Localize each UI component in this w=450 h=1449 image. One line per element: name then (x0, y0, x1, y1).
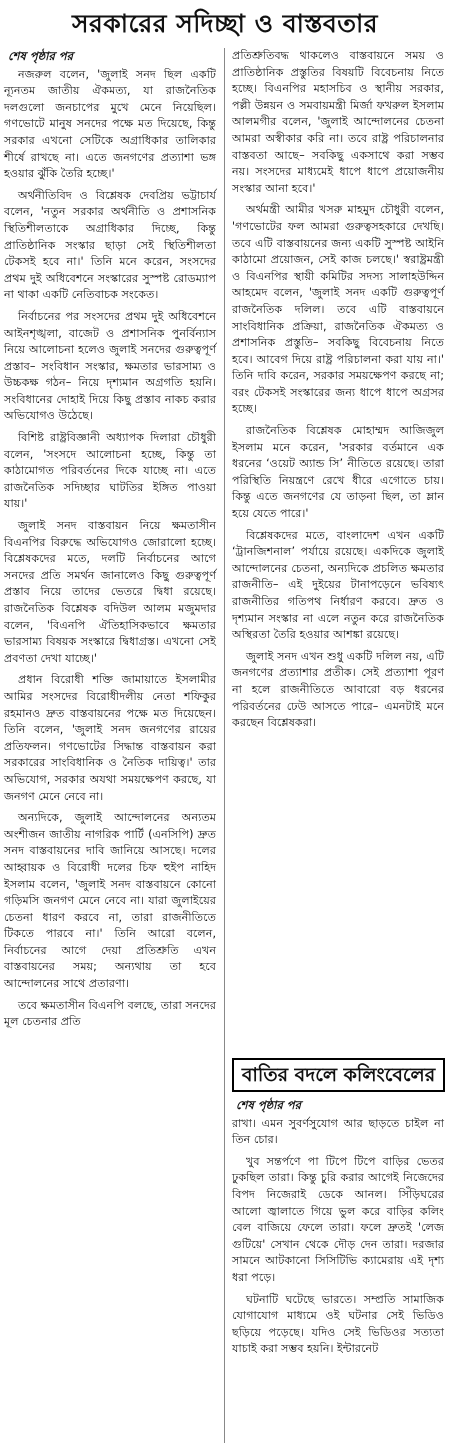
paragraph: বিশ্লেষকদের মতে, বাংলাদেশ এখন একটি ‘ট্রানজিশনাল’ পর্যায়ে রয়েছে। একদিকে জুলাই আন্দোলনের চেতনা, অন্যদিকে প্রচলিত ক্ষমতার রাজনীতি– এই দুইয়ের টানাপড়েনে ভবিষ্যৎ রাজনীতির গতিপথ নির্ধারণ করবে। দ্রুত ও দৃশ্যমান সংস্কার না এলে নতুন করে রাজনৈতিক অস্থিরতা তৈরি হওয়ার আশঙ্কা রয়েছে। (232, 528, 444, 642)
paragraph: অর্থনীতিবিদ ও বিশ্লেষক দেবপ্রিয় ভট্টাচার্য বলেন, 'নতুন সরকার অর্থনীতি ও প্রশাসনিক স্থিতিশীলতাকে অগ্রাধিকার দিচ্ছে, কিন্তু প্রাতিষ্ঠানিক সংস্কার ছাড়া সেই স্থিতিশীলতা টেকসই হবে না।' তিনি মনে করেন, সংসদের প্রথম দুই অধিবেশনে সংস্কারের সুস্পষ্ট রোডম্যাপ না থাকা একটি নেতিবাচক সংকেত। (4, 188, 216, 302)
paragraph: তবে ক্ষমতাসীন বিএনপি বলছে, তারা সনদের মূল চেতনার প্রতি (4, 998, 216, 1029)
second-story-headline: বাতির বদলে কলিংবেলের (232, 1058, 445, 1092)
column-divider (224, 48, 225, 1443)
paragraph: রাখা। এমন সুবর্ণসুযোগ আর ছাড়তে চাইল না তিন চোর। (232, 1116, 444, 1147)
continued-label: শেষ পৃষ্ঠার পর (236, 1098, 301, 1112)
paragraph: ঘটনাটি ঘটেছে ভারতে। সম্প্রতি সামাজিক যোগাযোগ মাধ্যমে ওই ঘটনার সেই ভিডিও ছড়িয়ে পড়েছে। যদিও সেই ভিডিওর সত্যতা যাচাই করা সম্ভব হয়নি। ইন্টারনেট (232, 1292, 444, 1356)
paragraph: অর্থমন্ত্রী আমীর খসরু মাহমুদ চৌধুরী বলেন, 'গণভোটের ফল আমরা গুরুত্বসহকারে দেখছি। তবে এটি বাস্তবায়নের জন্য একটি সুস্পষ্ট আইনি কাঠামো প্রয়োজন, সেই কাজ চলছে।' স্বরাষ্ট্রমন্ত্রী ও বিএনপির স্থায়ী কমিটির সদস্য সালাহউদ্দিন আহমেদ বলেন, 'জুলাই সনদ একটি গুরুত্বপূর্ণ রাজনৈতিক দলিল। তবে এটি বাস্তবায়নে সাংবিধানিক প্রক্রিয়া, রাজনৈতিক ঐকমত্য ও প্রশাসনিক প্রস্তুতি– সবকিছু বিবেচনায় নিতে হবে। আবেগ দিয়ে রাষ্ট্র পরিচালনা করা যায় না।' তিনি দাবি করেন, সরকার সময়ক্ষেপণ করছে না; বরং টেকসই সংস্কারের জন্য ধাপে ধাপে অগ্রসর হচ্ছে। (232, 203, 444, 416)
paragraph: নির্বাচনের পর সংসদের প্রথম দুই অধিবেশনে আইনশৃঙ্খলা, বাজেট ও প্রশাসনিক পুনর্বিন্যাস নিয়ে আলোচনা হলেও জুলাই সনদের গুরুত্বপূর্ণ প্রস্তাব– সংবিধান সংস্কার, ক্ষমতার ভারসাম্য ও উচ্চকক্ষ গঠন– নিয়ে দৃশ্যমান অগ্রগতি হয়নি। সংবিধানের দোহাই দিয়ে কিছু প্রস্তাব নাকচ করার অভিযোগও উঠেছে। (4, 309, 216, 423)
paragraph: বিশিষ্ট রাষ্ট্রবিজ্ঞানী অধ্যাপক দিলারা চৌধুরী বলেন, 'সংসদে আলোচনা হচ্ছে, কিন্তু তা কাঠামোগত পরিবর্তনের দিকে যাচ্ছে না। এতে রাজনৈতিক সদিচ্ছার ঘাটতির ইঙ্গিত পাওয়া যায়।' (4, 431, 216, 511)
right-column (232, 48, 444, 737)
continued-label: শেষ পৃষ্ঠার পর (8, 49, 73, 63)
left-column (4, 48, 216, 1036)
paragraph: প্রধান বিরোধী শক্তি জামায়াতে ইসলামীর আমির সংসদের বিরোধীদলীয় নেতা শফিকুর রহমানও দ্রুত বাস্তবায়নের পক্ষে মত দিয়েছেন। তিনি বলেন, 'জুলাই সনদ জনগণের রায়ের প্রতিফলন। গণভোটের সিদ্ধান্ত বাস্তবায়ন করা সরকারের সাংবিধানিক ও নৈতিক দায়িত্ব।' তার অভিযোগ, সরকার অযথা সময়ক্ষেপণ করছে, যা জনগণ মেনে নেবে না। (4, 673, 216, 803)
second-story-body (232, 1097, 444, 1363)
paragraph: প্রতিশ্রুতিবদ্ধ থাকলেও বাস্তবায়নে সময় ও প্রাতিষ্ঠানিক প্রস্তুতির বিষয়টি বিবেচনায় নিতে হচ্ছে। বিএনপির মহাসচিব ও স্থানীয় সরকার, পল্লী উন্নয়ন ও সমবায়মন্ত্রী মির্জা ফখরুল ইসলাম আলমগীর বলেন, 'জুলাই আন্দোলনের চেতনা আমরা অস্বীকার করি না। তবে রাষ্ট্র পরিচালনার বাস্তবতা আছে– সবকিছু একসাথে করা সম্ভব নয়। সংসদের মাধ্যমেই ধাপে ধাপে প্রয়োজনীয় সংস্কার আনা হবে।' (232, 49, 444, 195)
paragraph: জুলাই সনদ এখন শুধু একটি দলিল নয়, এটি জনগণের প্রত্যাশার প্রতীক। সেই প্রত্যাশা পূরণ না হলে রাজনীতিতে আবারো বড় ধরনের পরিবর্তনের ঢেউ আসতে পারে– এমনটাই মনে করছেন বিশ্লেষকরা। (232, 649, 444, 730)
paragraph: খুব সন্তর্পণে পা টিপে টিপে বাড়ির ভেতর ঢুকছিল তারা। কিন্তু চুরি করার আগেই নিজেদের বিপদ নিজেরাই ডেকে আনল। সিঁড়িঘরের আলো জ্বালাতে গিয়ে ভুল করে বাড়ির কলিং বেল বাজিয়ে ফেলে তারা। ফলে দ্রুতই 'লেজ গুটিয়ে' সেখান থেকে দৌড় দেন তারা। দরজার সামনে আটকানো সিসিটিভি ক্যামেরায় এই দৃশ্য ধরা পড়ে। (232, 1154, 444, 1284)
paragraph: নজরুল বলেন, 'জুলাই সনদ ছিল একটি ন্যূনতম জাতীয় ঐকমত্য, যা রাজনৈতিক দলগুলো জনচাপের মুখে মেনে নিয়েছিল। গণভোটে মানুষ সনদের পক্ষে মত দিয়েছে, কিন্তু সরকার এখনো সেটিকে অগ্রাধিকার তালিকার শীর্ষে রাখছে না। এতে জনগণের প্রত্যাশা ভঙ্গ হওয়ার ঝুঁকি তৈরি হচ্ছে।' (4, 67, 216, 181)
paragraph: অন্যদিকে, জুলাই আন্দোলনের অন্যতম অংশীজন জাতীয় নাগরিক পার্টি (এনসিপি) দ্রুত সনদ বাস্তবায়নের দাবি জানিয়ে আসছে। দলের আহ্বায়ক ও বিরোধী দলের চিফ হুইপ নাহিদ ইসলাম বলেন, 'জুলাই সনদ বাস্তবায়নে কোনো গড়িমসি জনগণ মেনে নেবে না। যারা জুলাইয়ের চেতনা ধারণ করবে না, তারা রাজনীতিতে টিকতে পারবে না।' তিনি আরো বলেন, নির্বাচনের আগে দেয়া প্রতিশ্রুতি এখন বাস্তবায়নের সময়; অন্যথায় তা হবে আন্দোলনের সাথে প্রতারণা। (4, 811, 216, 991)
paragraph: জুলাই সনদ বাস্তবায়ন নিয়ে ক্ষমতাসীন বিএনপির বিরুদ্ধে অভিযোগও জোরালো হচ্ছে। বিশ্লেষকদের মতে, দলটি নির্বাচনের আগে সনদের প্রতি সমর্থন জানালেও কিছু গুরুত্বপূর্ণ প্রস্তাব নিয়ে তাদের ভেতরে দ্বিধা রয়েছে। রাজনৈতিক বিশ্লেষক বদিউল আলম মজুমদার বলেন, 'বিএনপি ঐতিহাসিকভাবে ক্ষমতার ভারসাম্য বিষয়ক সংস্কারে দ্বিধাগ্রস্ত। এখনো সেই প্রবণতা দেখা যাচ্ছে।' (4, 519, 216, 665)
article-headline: সরকারের সদিচ্ছা ও বাস্তবতার (71, 9, 379, 38)
paragraph: রাজনৈতিক বিশ্লেষক মোহাম্মদ আজিজুল ইসলাম মনে করেন, 'সরকার বর্তমানে এক ধরনের ‘ওয়েট অ্যান্ড সি’ নীতিতে রয়েছে। তারা পরিস্থিতি নিয়ন্ত্রণে রেখে ধীরে এগোতে চায়। কিন্তু এতে জনগণের যে তাড়না ছিল, তা ম্লান হয়ে যেতে পারে।' (232, 424, 444, 521)
